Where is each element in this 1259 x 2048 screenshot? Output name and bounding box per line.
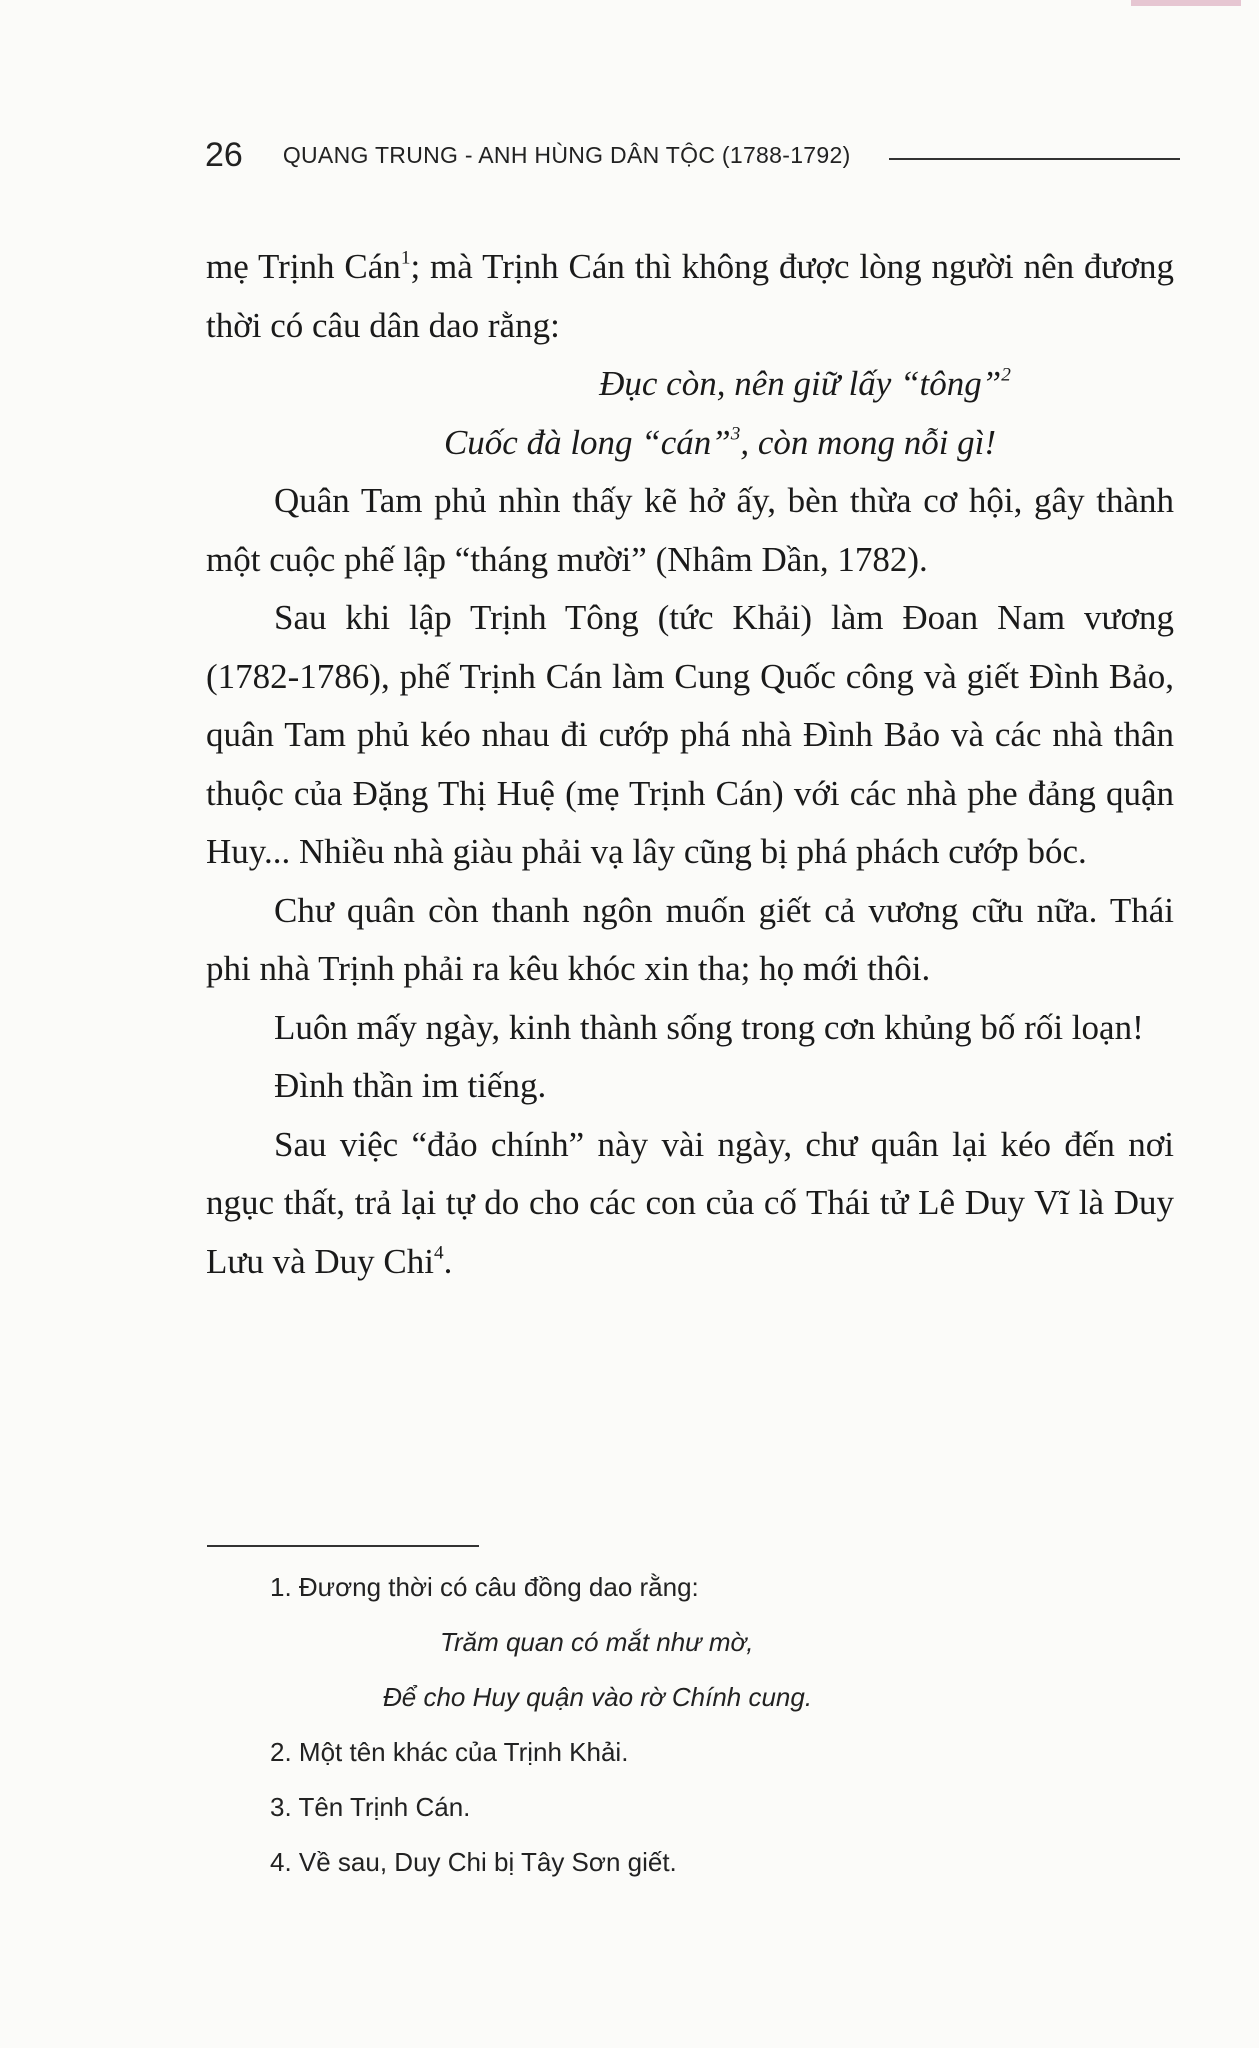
body-text (206, 238, 1174, 1291)
p1-text-b: ; mà Trịnh Cán thì không được lòng người nên đương thời có câu dân dao rằng: (206, 247, 1174, 345)
footnote-3: 3. Tên Trịnh Cán. (270, 1792, 471, 1822)
paragraph-7 (206, 1116, 1174, 1292)
paragraph-1 (206, 238, 1174, 355)
p7-text-b: . (443, 1241, 453, 1281)
paragraph-3: Sau khi lập Trịnh Tông (tức Khải) làm Đoan Nam vương (1782-1786), phế Trịnh Cán làm Cung Quốc công và giết Đình Bảo, quân Tam phủ kéo nhau đi cướp phá nhà Đình Bảo và các nhà thân thuộc của Đặng Thị Huệ (mẹ Trịnh Cán) với các nhà phe đảng quận Huy... Nhiều nhà giàu phải vạ lây cũng bị phá phách cướp bóc. (206, 598, 1174, 871)
page-number: 26 (205, 135, 243, 174)
footnote-4: 4. Về sau, Duy Chi bị Tây Sơn giết. (270, 1847, 677, 1877)
page-header (205, 130, 1180, 180)
footnote-ref-2: 2 (1001, 364, 1011, 386)
footnote-ref-3: 3 (730, 423, 741, 445)
footnote-1: 1. Đương thời có câu đồng dao rằng: (270, 1572, 699, 1602)
footnotes (270, 1560, 1150, 1890)
verse2-text-a: Cuốc đà long “cán” (443, 422, 731, 462)
footnote-1-verse-1: Trăm quan có mắt như mờ, (440, 1627, 754, 1657)
verse-line-1 (206, 355, 1174, 414)
verse1-text: Đục còn, nên giữ lấy “tông” (599, 364, 1002, 403)
verse-line-2 (206, 414, 1174, 473)
footnote-2: 2. Một tên khác của Trịnh Khải. (270, 1737, 629, 1767)
paragraph-6: Đình thần im tiếng. (274, 1066, 547, 1105)
paragraph-5: Luôn mấy ngày, kinh thành sống trong cơn khủng bố rối loạn! (274, 1007, 1144, 1047)
footnote-ref-1: 1 (400, 247, 411, 269)
footnote-1-verse-2: Để cho Huy quận vào rờ Chính cung. (383, 1682, 813, 1712)
header-rule (889, 158, 1180, 160)
p1-text-a: mẹ Trịnh Cán (206, 247, 401, 286)
verse2-text-b: , còn mong nỗi gì! (740, 422, 997, 462)
footnote-rule (207, 1545, 479, 1547)
footnote-ref-4: 4 (433, 1242, 444, 1264)
paragraph-4: Chư quân còn thanh ngôn muốn giết cả vương cữu nữa. Thái phi nhà Trịnh phải ra kêu khóc xin tha; họ mới thôi. (206, 890, 1174, 988)
p7-text-a: Sau việc “đảo chính” này vài ngày, chư quân lại kéo đến nơi ngục thất, trả lại tự do cho các con của cố Thái tử Lê Duy Vĩ là Duy Lưu và Duy Chi (206, 1124, 1174, 1281)
running-title: QUANG TRUNG - ANH HÙNG DÂN TỘC (1788-1792) (282, 141, 851, 168)
scan-edge-mark (1131, 0, 1241, 6)
paragraph-2: Quân Tam phủ nhìn thấy kẽ hở ấy, bèn thừa cơ hội, gây thành một cuộc phế lập “tháng mười” (Nhâm Dần, 1782). (206, 481, 1174, 579)
